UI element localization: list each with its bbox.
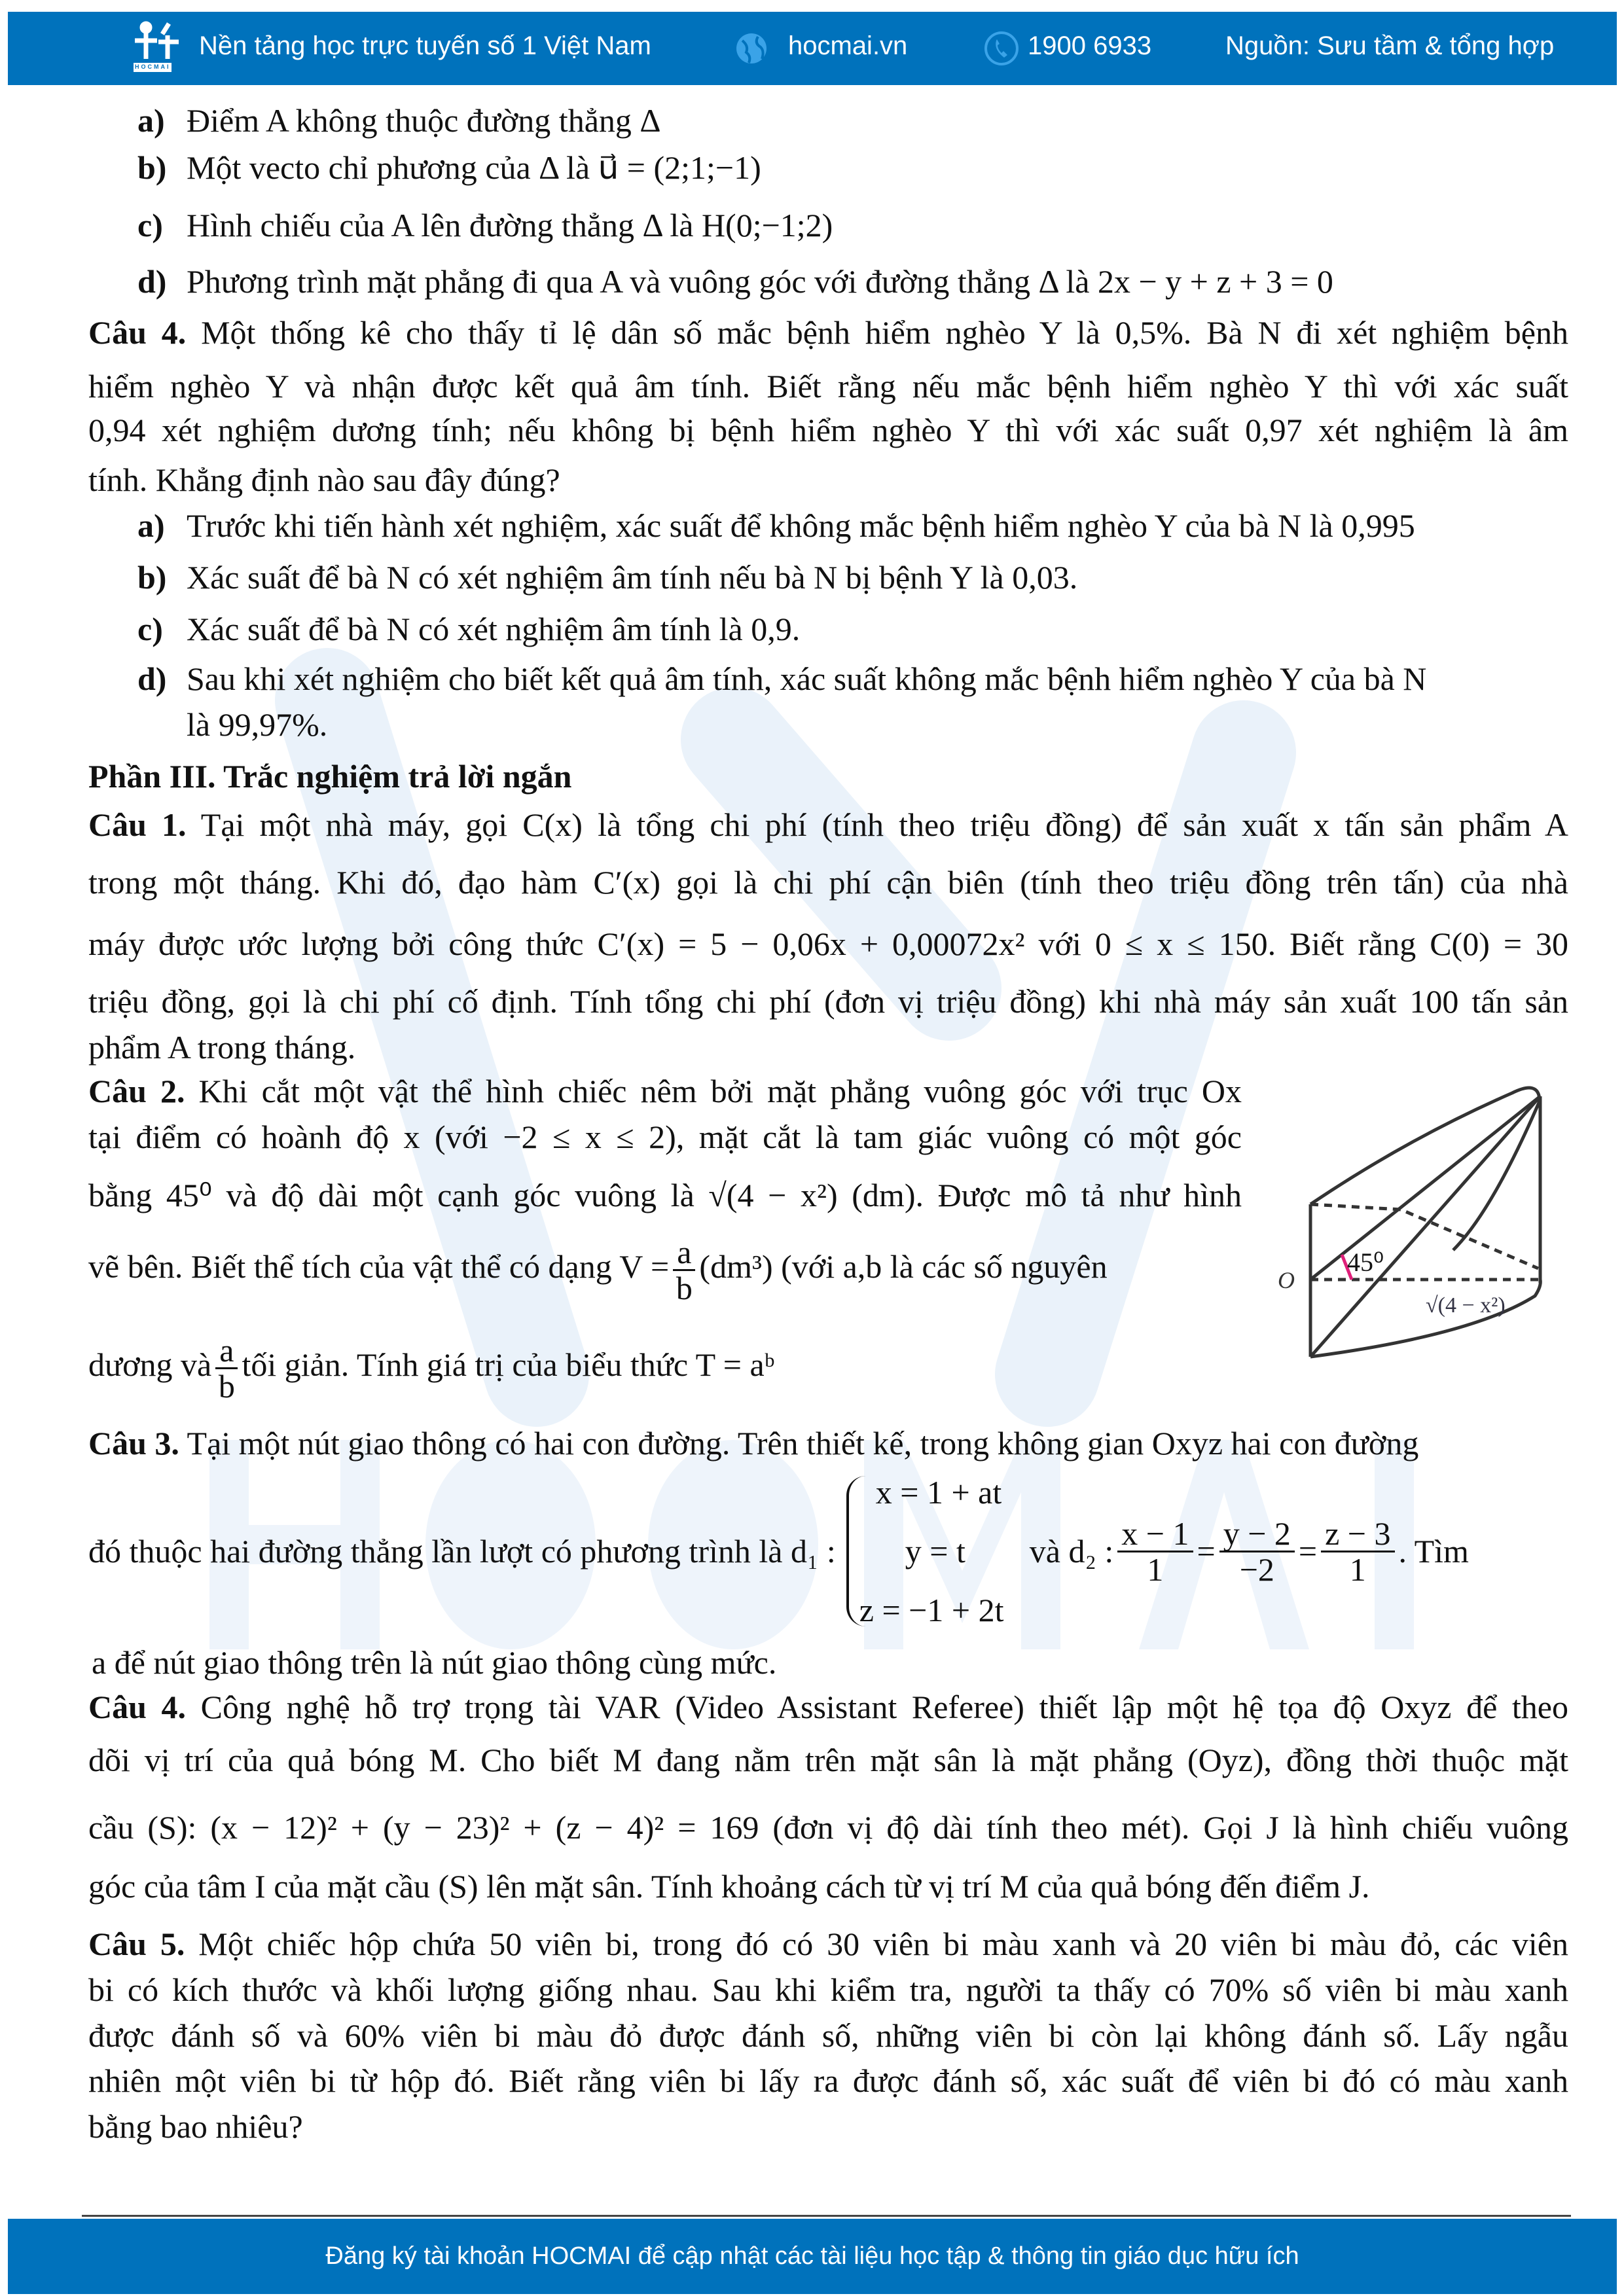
fraction: [1219, 1516, 1295, 1587]
numerator: y − 2: [1219, 1516, 1295, 1552]
c4-line: [88, 1687, 1568, 1727]
question-label: Câu 5.: [88, 1926, 185, 1962]
question-text: Tại một nhà máy, gọi C(x) là tổng chi phí (tính theo triệu đồng) để sản xuất x tấn sản phẩm A: [200, 806, 1568, 843]
fraction: [673, 1235, 695, 1305]
footer-bar: [8, 2219, 1617, 2294]
q4-option-c: [137, 609, 1568, 649]
globe-icon: [734, 31, 768, 65]
q4-option-d-cont: là 99,97%.: [187, 706, 328, 743]
c2-line: tại điểm có hoành độ x (với −2 ≤ x ≤ 2), mặt cắt là tam giác vuông có một góc: [88, 1119, 1242, 1155]
question-label: Câu 4.: [88, 314, 187, 351]
option-text: Trước khi tiến hành xét nghiệm, xác suất để không mắc bệnh hiểm nghèo Y của bà N là 0,995: [187, 507, 1415, 544]
question-label: Câu 3.: [88, 1425, 179, 1462]
option-label: c): [137, 611, 163, 647]
equals: =: [1197, 1533, 1216, 1570]
question-text: tối giản. Tính giá trị của biểu thức T = aᵇ: [242, 1346, 775, 1383]
option-text: Một vecto chỉ phương của Δ là u⃗ = (2;1;−1): [187, 149, 761, 186]
question-label: Câu 2.: [88, 1073, 185, 1109]
question-label: Câu 4.: [88, 1689, 187, 1725]
equation-system: [846, 1473, 1017, 1630]
c4-line: góc của tâm I của mặt cầu (S) lên mặt sân. Tính khoảng cách từ vị trí M của quả bóng đến điểm J.: [88, 1868, 1370, 1905]
question-text: Tại một nút giao thông có hai con đường. Trên thiết kế, trong không gian Oxyz hai con đường: [187, 1425, 1419, 1462]
logo-text: HOCMAI: [135, 63, 171, 70]
fraction: [215, 1333, 238, 1403]
c1-line: [88, 805, 1568, 844]
phone-number[interactable]: 1900 6933: [1028, 31, 1152, 60]
c5-line: được đánh số và 60% viên bi màu đỏ được đánh số, những viên bi còn lại không đánh số. Lấy ngẫu: [88, 2017, 1568, 2054]
numerator: a: [215, 1333, 238, 1369]
c2-line: [88, 1329, 1242, 1403]
question-text: Khi cắt một vật thể hình chiếc nêm bởi mặt phẳng vuông góc với trục Ox: [198, 1073, 1242, 1109]
option-text: Điểm A không thuộc đường thẳng Δ: [187, 102, 661, 139]
c1-line: máy được ước lượng bởi công thức C′(x) = 5 − 0,06x + 0,00072x² với 0 ≤ x ≤ 150. Biết rằng C(0) = 30: [88, 925, 1568, 962]
numerator: x − 1: [1117, 1516, 1193, 1552]
fraction: [1321, 1516, 1394, 1587]
figure-angle-label: 45⁰: [1347, 1247, 1384, 1277]
option-label: b): [137, 149, 167, 186]
q4-line: [88, 313, 1568, 352]
q4-line: hiểm nghèo Y và nhận được kết quả âm tính. Biết rằng nếu mắc bệnh hiểm nghèo Y thì với xác suất: [88, 368, 1568, 404]
denominator: 1: [1147, 1551, 1164, 1588]
denominator: b: [218, 1368, 235, 1405]
c3-equation-row: [88, 1473, 1568, 1630]
c2-line: bằng 45⁰ và độ dài một cạnh góc vuông là √(4 − x²) (dm). Được mô tả như hình: [88, 1177, 1242, 1213]
option-label: c): [137, 207, 163, 243]
option-label: a): [137, 507, 165, 544]
q4-line: tính. Khẳng định nào sau đây đúng?: [88, 461, 560, 498]
question-label: Câu 1.: [88, 806, 187, 843]
option-label: d): [137, 660, 167, 697]
phone-icon: [983, 30, 1020, 67]
question-text: và d₂ :: [1029, 1533, 1114, 1570]
numerator: z − 3: [1321, 1516, 1394, 1552]
question-text: vẽ bên. Biết thể tích của vật thể có dạng V =: [88, 1248, 670, 1285]
c3-line: a để nút giao thông trên là nút giao thông cùng mức.: [92, 1644, 777, 1681]
c5-line: bằng bao nhiêu?: [88, 2108, 303, 2145]
q4-option-a: [137, 506, 1568, 545]
q4-option-d: [137, 659, 1568, 698]
denominator: b: [676, 1270, 693, 1307]
c1-line: phẩm A trong tháng.: [88, 1029, 356, 1066]
option-label: d): [137, 263, 167, 300]
c1-line: triệu đồng, gọi là chi phí cố định. Tính tổng chi phí (đơn vị triệu đồng) khi nhà máy sản xuất 100 tấn sản: [88, 983, 1568, 1020]
header-slogan: Nền tảng học trực tuyến số 1 Việt Nam: [199, 31, 651, 60]
question-text: Công nghệ hỗ trợ trọng tài VAR (Video Assistant Referee) thiết lập một hệ tọa độ Oxyz để theo: [200, 1689, 1569, 1725]
equals: =: [1298, 1533, 1318, 1570]
footer-divider: [82, 2215, 1571, 2217]
c1-line: trong một tháng. Khi đó, đạo hàm C′(x) gọi là chi phí cận biên (tính theo triệu đồng trên tấn) của nhà: [88, 864, 1568, 901]
source-note: Nguồn: Sưu tầm & tổng hợp: [1225, 31, 1555, 60]
c4-line: cầu (S): (x − 12)² + (y − 23)² + (z − 4)² = 169 (đơn vị độ dài tính theo mét). Gọi J là hình chiếu vuông: [88, 1809, 1568, 1846]
equation: y = t: [905, 1533, 965, 1570]
option-text: Phương trình mặt phẳng đi qua A và vuông góc với đường thẳng Δ là 2x − y + z + 3 = 0: [187, 263, 1333, 300]
question-text: (dm³) (với a,b là các số nguyên: [699, 1248, 1108, 1285]
q4-option-b: [137, 558, 1568, 597]
option-d: [137, 262, 1568, 301]
c3-line: [88, 1424, 1568, 1463]
option-text: Xác suất để bà N có xét nghiệm âm tính là 0,9.: [187, 611, 801, 647]
c4-line: dõi vị trí của quả bóng M. Cho biết M đang nằm trên mặt sân là mặt phẳng (Oyz), đồng thời thuộc mặt: [88, 1742, 1568, 1778]
option-text: Sau khi xét nghiệm cho biết kết quả âm tính, xác suất không mắc bệnh hiểm nghèo Y của bà N: [187, 660, 1427, 697]
option-text: Xác suất để bà N có xét nghiệm âm tính nếu bà N bị bệnh Y là 0,03.: [187, 559, 1078, 596]
figure-side-label: √(4 − x²): [1426, 1293, 1506, 1318]
question-text: . Tìm: [1398, 1533, 1469, 1570]
option-text: Hình chiếu của A lên đường thẳng Δ là H(0;−1;2): [187, 207, 833, 243]
option-a: [137, 101, 1568, 140]
section-title: Phần III. Trắc nghiệm trả lời ngắn: [88, 758, 572, 795]
c5-line: bi có kích thước và khối lượng giống nhau. Sau khi kiểm tra, người ta thấy có 70% số viên bi màu xanh: [88, 1971, 1568, 2008]
option-label: a): [137, 102, 165, 139]
denominator: 1: [1349, 1551, 1366, 1588]
c5-line: [88, 1924, 1568, 1964]
question-text: Một chiếc hộp chứa 50 viên bi, trong đó có 30 viên bi màu xanh và 20 viên bi màu đỏ, các viên: [198, 1926, 1568, 1962]
figure-origin-label: O: [1278, 1267, 1295, 1293]
website-link[interactable]: hocmai.vn: [788, 31, 908, 60]
denominator: −2: [1239, 1551, 1274, 1588]
option-b: [137, 148, 1568, 187]
question-text: đó thuộc hai đường thẳng lần lượt có phương trình là d₁ :: [88, 1533, 836, 1570]
numerator: a: [673, 1235, 695, 1271]
question-text: Một thống kê cho thấy tỉ lệ dân số mắc bệnh hiểm nghèo Y là 0,5%. Bà N đi xét nghiệm bệnh: [201, 314, 1569, 351]
c5-line: nhiên một viên bi từ hộp đó. Biết rằng viên bi lấy ra được đánh số, xác suất để viên bi đó có màu xanh: [88, 2062, 1568, 2099]
option-label: b): [137, 559, 167, 596]
wedge-figure: [1276, 1060, 1571, 1388]
option-c: [137, 206, 1568, 245]
equation: x = 1 + at: [875, 1474, 1002, 1511]
footer-text[interactable]: Đăng ký tài khoản HOCMAI để cập nhật các tài liệu học tập & thông tin giáo dục hữu ích: [325, 2242, 1299, 2270]
c2-line: [88, 1230, 1242, 1305]
question-text: dương và: [88, 1346, 212, 1383]
fraction: [1117, 1516, 1193, 1587]
q4-line: 0,94 xét nghiệm dương tính; nếu không bị bệnh hiểm nghèo Y thì với xác suất 0,97 xét nghiệm là âm: [88, 412, 1568, 448]
c2-line: [88, 1071, 1242, 1111]
equation: z = −1 + 2t: [859, 1592, 1004, 1628]
header-bar: [8, 12, 1617, 85]
